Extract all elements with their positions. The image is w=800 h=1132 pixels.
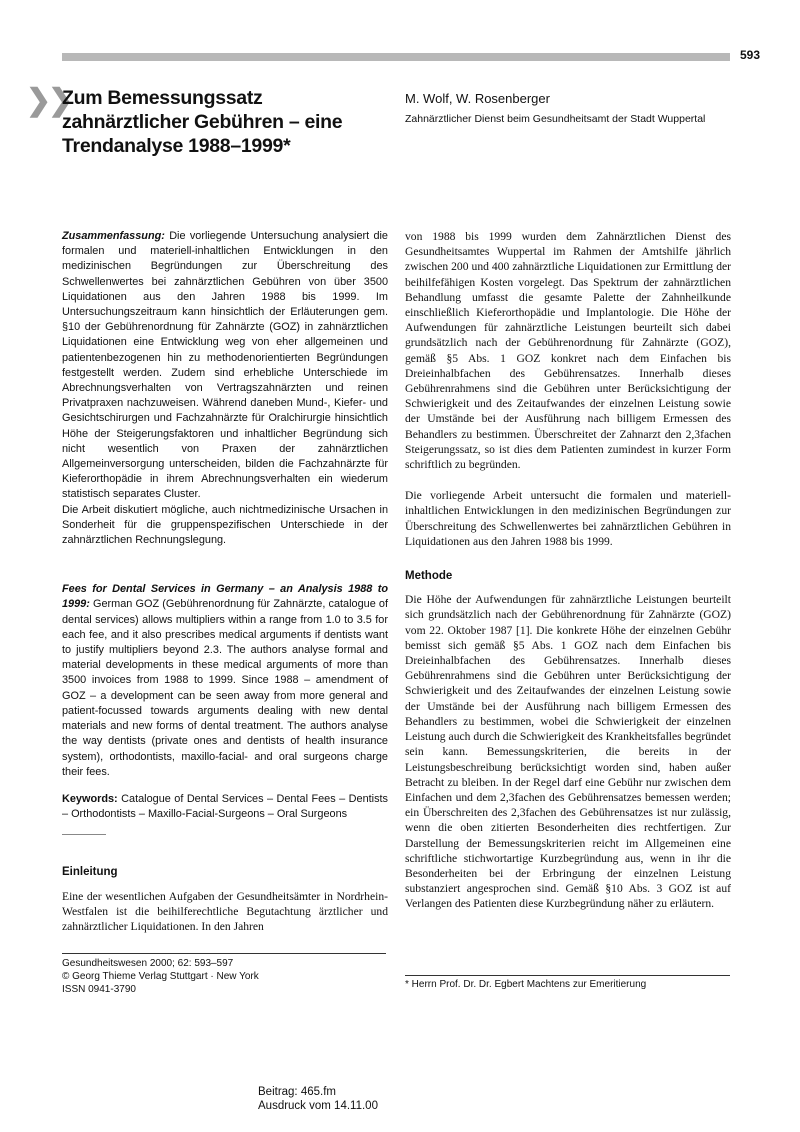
- abstract-german-text: Die vorliegende Untersuchung analysiert die formalen und materiell-inhaltlichen Entwicklungen in den medizinischen Begründungen zur Überschreitung des Schwellenwertes bei zahnärztlichen Gebühren von über 3500 Liquidationen aus den Jahren 1988 bis 1999. Im Untersuchungszeitraum kann hinsichtlich der Erläuterungen gem. §10 der Gebührenordnung für Zahnärzte (GOZ) in zahnärztlichen Liquidationen eine Entwicklung weg von eher allgemeinen und patientenbezogenen hin zu methodenorientierten Begründungen festgestellt werden. Zudem sind erhebliche Unterschiede im Abrechnungsverhalten von Vertragszahnärzten und reinen Privatpraxen nachzuweisen. Während daneben Mund-, Kiefer- und Gesichtschirurgen und Fachzahnärzte für Oralchirurgie hinsichtlich Höhe der Steigerungsfaktoren und inhaltlicher Begründung sich nicht wesentlich von Praxen der zahnärztlichen Allgemeinversorgung unterscheiden, bilden die Fachzahnärzte für Kieferorthopädie in ihrem Abrechnungsverhalten ein wiederum statistisch separates Cluster.: [62, 230, 388, 501]
- journal-line-1: Gesundheitswesen 2000; 62: 593–597: [62, 958, 234, 969]
- page-number: 593: [740, 48, 761, 62]
- abstract-divider: [62, 834, 106, 835]
- section-marker-icon: ❯❯: [26, 84, 71, 117]
- intro-heading: Einleitung: [62, 866, 118, 879]
- intro-text-right-2: Die vorliegende Arbeit untersucht die formalen und materiell-inhaltlichen Entwicklungen in den medizinischen Begründungen zur Überschreitung des Schwellenwertes bei zahnärztlichen Gebühren in Liquidationen aus den Jahren 1988 bis 1999.: [405, 489, 731, 548]
- intro-text-left: Eine der wesentlichen Aufgaben der Gesundheitsämter in Nordrhein-Westfalen ist die beihilferechtliche Begutachtung ärztlicher und zahnärztlicher Liquidationen. In den Jahren: [62, 889, 388, 933]
- keywords-text: Catalogue of Dental Services – Dental Fees – Dentists – Orthodontists – Maxillo-Facial-Surgeons – Oral Surgeons: [62, 792, 388, 821]
- header-rule: [62, 53, 730, 61]
- right-column: [405, 229, 731, 912]
- journal-citation: [62, 953, 386, 996]
- affiliation: Zahnärztlicher Dienst beim Gesundheitsamt der Stadt Wuppertal: [405, 113, 706, 125]
- keywords: [62, 792, 388, 822]
- abstract-english-label: Fees for Dental Services in Germany – an Analysis 1988 to 1999:: [62, 583, 388, 611]
- production-line-2: Ausdruck vom 14.11.00: [258, 1100, 378, 1112]
- abstract-english: [62, 582, 388, 780]
- intro-text-right: von 1988 bis 1999 wurden dem Zahnärztlichen Dienst des Gesundheitsamtes Wuppertal im Rahmen der Amtshilfe jährlich zwischen 200 und 400 zahnärztliche Liquidationen zur Ermittlung der beihilfefähigen Kosten vorgelegt. Das Spektrum der zahnärztlichen Behandlung umfasst die gesamte Palette der Zahnheilkunde einschließlich Kieferorthopädie und Implantologie. Die Höhe der Aufwendungen für zahnärztliche Leistungen beurteilt sich dabei grundsätzlich nach der Gebührenordnung für Zahnärzte (GOZ), gemäß §5 Abs. 1 GOZ konkret nach dem Einfachen bis Dreieinhalbfachen des Gebührensatzes. Innerhalb dieses Gebührenrahmens sind die Gebühren unter Berücksichtigung der Schwierigkeit und des Zeitaufwandes der einzelnen Leistung sowie der Umstände bei der Ausführung nach billigem Ermessen des Behandlers zu bestimmen. Überschreitet der Zahnarzt den 2,3fachen Steigerungssatz, so ist dies dem Patienten zumindest in kurzer Form schriftlich zu begründen.: [405, 230, 731, 472]
- journal-line-3: ISSN 0941-3790: [62, 984, 136, 995]
- abstract-german-paragraph-2: Die Arbeit diskutiert mögliche, auch nichtmedizinische Ursachen in Sonderheit für die gruppenspezifischen Unterschiede in der zahnärztlichen Rechnungslegung.: [62, 503, 388, 547]
- journal-line-2: © Georg Thieme Verlag Stuttgart · New York: [62, 971, 259, 982]
- abstract-german: [62, 229, 388, 503]
- left-column: [62, 229, 388, 934]
- method-heading: Methode: [405, 570, 453, 583]
- production-note: [258, 1085, 378, 1113]
- production-line-1: Beitrag: 465.fm: [258, 1086, 336, 1098]
- article-title: Zum Bemessungssatz zahnärztlicher Gebühren – eine Trendanalyse 1988–1999*: [62, 87, 343, 157]
- method-text: Die Höhe der Aufwendungen für zahnärztliche Leistungen beurteilt sich grundsätzlich nach der Gebührenordnung für Zahnärzte (GOZ) vom 22. Oktober 1987 [1]. Die konkrete Höhe der einzelnen Gebühr bemisst sich gemäß §5 Abs. 1 GOZ nach dem Einfachen bis Dreieinhalbfachen des Gebührensatzes. Innerhalb dieses Gebührenrahmens sind die Gebühren unter Berücksichtigung der Schwierigkeit und des Zeitaufwandes der einzelnen Leistung sowie der Umstände bei der Ausführung nach billigem Ermessen des Behandlers zu bestimmen, wobei die Schwierigkeit der einzelnen Leistung auch durch die Schwierigkeit des Krankheitsfalles begründet sein kann. Bemessungskriterien, die bereits in der Leistungsbeschreibung berücksichtigt worden sind, haben außer Betracht zu bleiben. In der Regel darf eine Gebühr nur zwischen dem Einfachen und dem 2,3fachen des Gebührensatzes bemessen werden; ein Überschreiten des 2,3fachen des Gebührensatzes ist nur zulässig, wenn die oben zitierten Besonderheiten dies rechtfertigen. Zur Darstellung der Bemessungskriterien reicht im Allgemeinen eine schriftliche stichwortartige Kurzbegründung aus, wenn in ihr die Besonderheiten bei der Erbringung der einzelnen Leistung substanziert angesprochen sind. Gemäß §10 Abs. 3 GOZ ist auf Verlangen des Patienten diese Kurzbegründung näher zu erläutern.: [405, 593, 731, 911]
- authors: M. Wolf, W. Rosenberger: [405, 91, 550, 106]
- footnote: * Herrn Prof. Dr. Dr. Egbert Machtens zur Emeritierung: [405, 975, 730, 990]
- abstract-german-label: Zusammenfassung:: [62, 230, 165, 242]
- keywords-label: Keywords:: [62, 792, 118, 805]
- abstract-english-text: German GOZ (Gebührenordnung für Zahnärzte, catalogue of dental services) allows multipliers within a range from 1.0 to 3.5 for each fee, and it also prescribes medical arguments if dentists want to justify multipliers beyond 2.3. The authors analyse formal and material developments in these medical arguments of more than 3500 invoices from 1988 to 1999. Since 1988 – amendment of GOZ – a development can be seen away from more general and patient-focussed towards arguments dealing with new dental materials and new forms of dental treatment. The authors analyse the way dentists (private ones and dentists of health insurance system), orthodontists, maxillo-facial- and oral surgeons charge their fees.: [62, 598, 388, 778]
